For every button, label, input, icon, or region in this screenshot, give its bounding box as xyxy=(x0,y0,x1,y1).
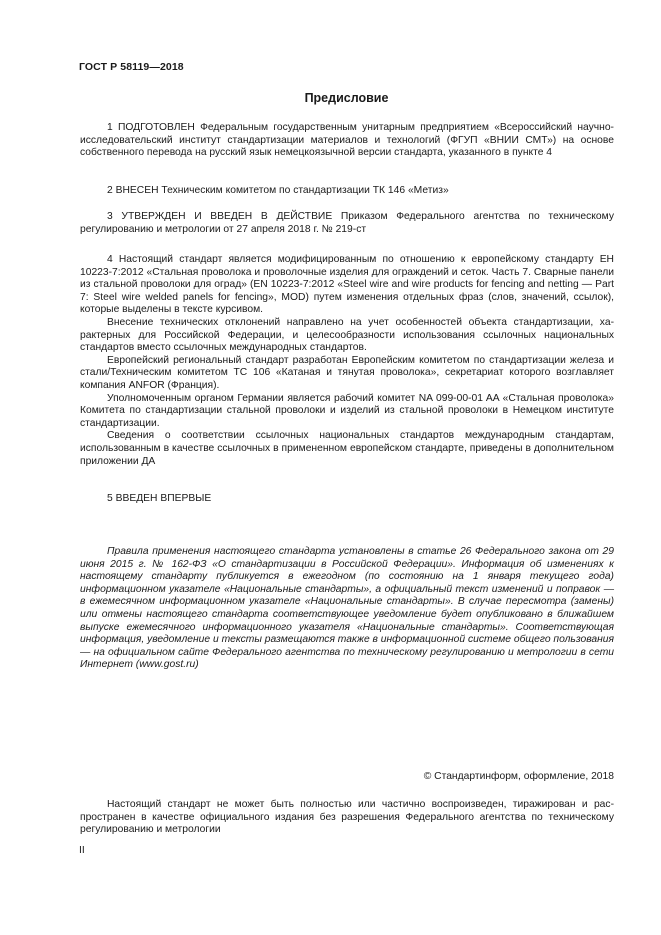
notice-block xyxy=(80,546,614,672)
item-1-text: 1 ПОДГОТОВЛЕН Федеральным государственным унитарным предприятием «Всероссийский научно-исследовательский институт стандартизации материалов и технологий (ФГУП «ВНИИ СМТ») на основе собственного перевода на русский язык немецкоязычной версии стандарта, указанного в пункте 4 xyxy=(80,122,614,159)
item-4-paragraph-1: 4 Настоящий стандарт является модифицированным по отношению к европейскому стандарту ЕН 10223-7:2012 «Стальная проволока и проволочные изделия для ограждений и сеток. Часть 7. Сварные панели из стальной проволоки для оград» (EN 10223-7:2012 «Steel wire and wire products for fencing and netting — Part 7: Steel wire welded panels for fencing», MOD) путем изменения отдельных фраз (слов, значений, ссылок), которые выделены в тексте курсивом. xyxy=(80,254,614,316)
copyright-line: © Стандартинформ, оформление, 2018 xyxy=(423,771,614,782)
item-5-text: 5 ВВЕДЕН ВПЕРВЫЕ xyxy=(107,493,212,504)
item-4-paragraph-3: Европейский региональный стандарт разработан Европейским комитетом по стандартизации железа и стали/Техническим комитетом ТС 106 «Катаная и тянутая проволока», секретариат которого возглавляет компания ANFOR (Франция). xyxy=(80,354,614,391)
page-number: II xyxy=(79,845,85,856)
reproduction-text: Настоящий стандарт не может быть полностью или частично воспроизведен, тиражирован и распространен в качестве официального издания без разрешения Федерального агентства по техническому регулированию и метрологии xyxy=(80,799,614,836)
document-code-header: ГОСТ Р 58119—2018 xyxy=(79,61,184,73)
item-4 xyxy=(80,254,614,468)
item-1 xyxy=(80,122,614,160)
item-3 xyxy=(80,211,614,236)
item-2-text: 2 ВНЕСЕН Техническим комитетом по стандартизации ТК 146 «Метиз» xyxy=(107,185,449,196)
item-5 xyxy=(80,493,614,506)
item-4-paragraph-4: Уполномоченным органом Германии является рабочий комитет NA 099-00-01 AA «Стальная проволока» Комитета по стандартизации стальной проволоки и изделий из стальной проволоки в Немецком институте стандартизации. xyxy=(80,392,614,429)
section-title: Предисловие xyxy=(304,91,389,105)
item-4-paragraph-2: Внесение технических отклонений направлено на учет особенностей объекта стандартизации, характерных для Российской Федерации, и целесообразности использования ссылочных национальных стандартов вместо ссылочных международных стандартов. xyxy=(80,316,614,354)
notice-text: Правила применения настоящего стандарта установлены в статье 26 Федерального закона от 29 июня 2015 г. № 162-ФЗ «О стандартизации в Российской Федерации». Информация об изменениях к настоящему стандарту публикуется в ежегодном (по состоянию на 1 января текущего года) информационном указателе «Национальные стандарты», а официальный текст изменений и поправок — в ежемесячном информационном указателе «Национальные стандарты». В случае пересмотра (замены) или отмены настоящего стандарта соответствующее уведомление будет опубликовано в ближайшем выпуске ежемесячного информационного указателя «Национальные стандарты». Соответствующая информация, уведомление и тексты размещаются также в информационной системе общего пользования — на официальном сайте Федерального агентства по техническому регулированию и метрологии в сети Интернет (www.gost.ru) xyxy=(80,546,614,671)
item-4-paragraph-5: Сведения о соответствии ссылочных национальных стандартов международным стандартам, использованным в качестве ссылочных в примененном европейском стандарте, приведены в дополнительном приложении ДА xyxy=(80,430,614,467)
item-3-text: 3 УТВЕРЖДЕН И ВВЕДЕН В ДЕЙСТВИЕ Приказом Федерального агентства по техническому регулированию и метрологии от 27 апреля 2018 г. № 219-ст xyxy=(80,211,614,235)
reproduction-notice xyxy=(80,799,614,837)
item-2 xyxy=(80,185,614,198)
